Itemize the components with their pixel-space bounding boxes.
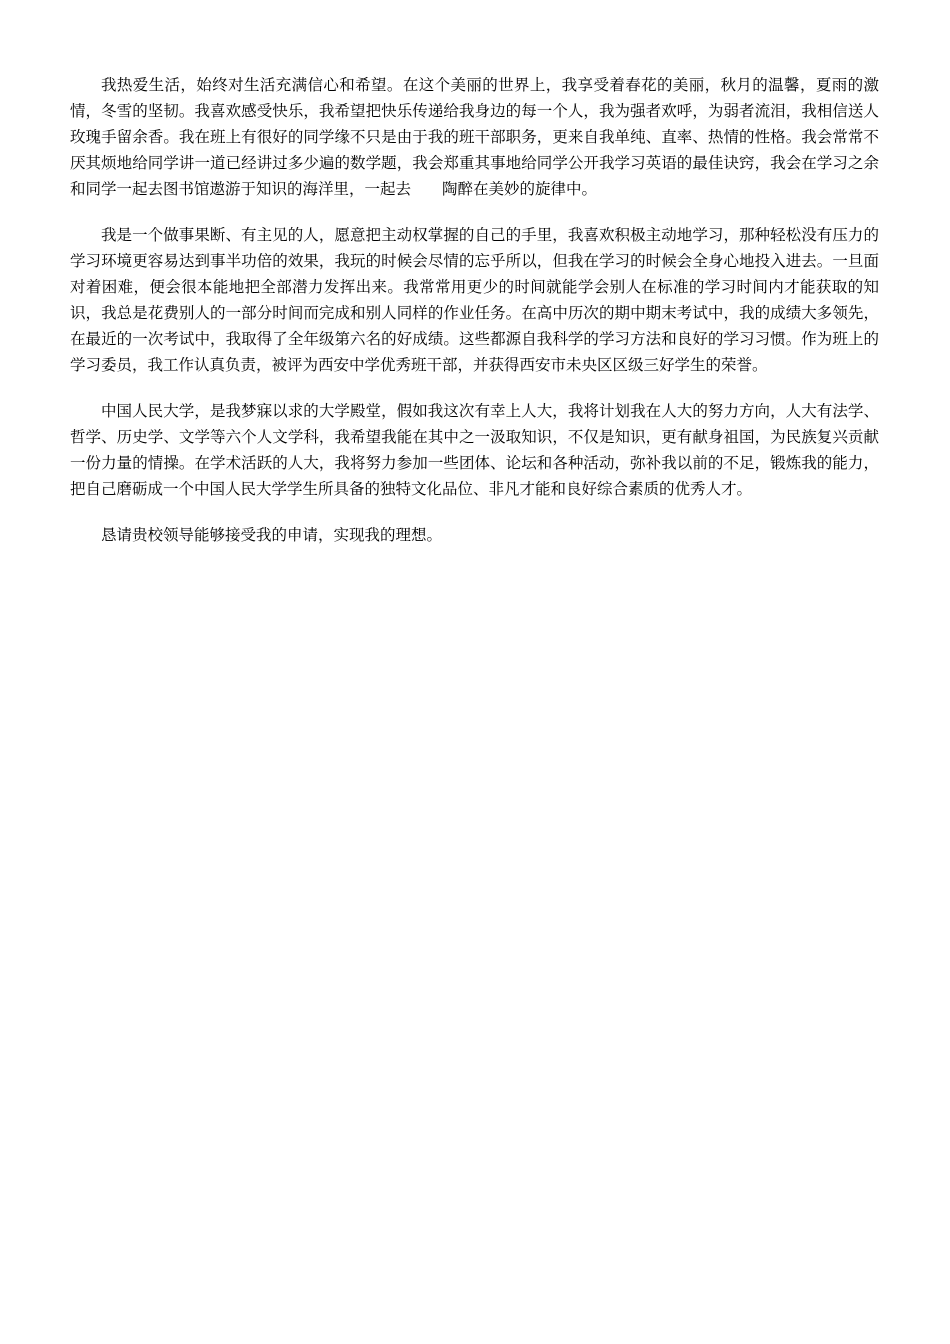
- document-page: [70, 72, 879, 548]
- paragraph-character-and-study: 我是一个做事果断、有主见的人，愿意把主动权掌握的自己的手里，我喜欢积极主动地学习，那种轻松没有压力的学习环境更容易达到事半功倍的效果，我玩的时候会尽情的忘乎所以，但我在学习的时候会全身心地投入进去。一旦面对着困难，便会很本能地把全部潜力发挥出来。我常常用更少的时间就能学会别人在标准的学习时间内才能获取的知识，我总是花费别人的一部分时间而完成和别人同样的作业任务。在高中历次的期中期末考试中，我的成绩大多领先，在最近的一次考试中，我取得了全年级第六名的好成绩。这些都源自我科学的学习方法和良好的学习习惯。作为班上的学习委员，我工作认真负责，被评为西安中学优秀班干部，并获得西安市未央区区级三好学生的荣誉。: [70, 226, 879, 374]
- paragraph-closing-request: 恳请贵校领导能够接受我的申请，实现我的理想。: [101, 526, 443, 544]
- paragraph-love-of-life: 我热爱生活，始终对生活充满信心和希望。在这个美丽的世界上，我享受着春花的美丽，秋月的温馨，夏雨的激情，冬雪的坚韧。我喜欢感受快乐，我希望把快乐传递给我身边的每一个人，我为强者欢呼，为弱者流泪，我相信送人玫瑰手留余香。我在班上有很好的同学缘不只是由于我的班干部职务，更来自我单纯、直率、热情的性格。我会常常不厌其烦地给同学讲一道已经讲过多少遍的数学题，我会郑重其事地给同学公开我学习英语的最佳诀窍，我会在学习之余和同学一起去图书馆遨游于知识的海洋里，一起去 陶醉在美妙的旋律中。: [70, 76, 879, 198]
- paragraph-renmin-university-plan: 中国人民大学，是我梦寐以求的大学殿堂，假如我这次有幸上人大，我将计划我在人大的努力方向，人大有法学、哲学、历史学、文学等六个人文学科，我希望我能在其中之一汲取知识，不仅是知识，更有献身祖国，为民族复兴贡献一份力量的情操。在学术活跃的人大，我将努力参加一些团体、论坛和各种活动，弥补我以前的不足，锻炼我的能力，把自己磨砺成一个中国人民大学学生所具备的独特文化品位、非凡才能和良好综合素质的优秀人才。: [70, 402, 879, 498]
